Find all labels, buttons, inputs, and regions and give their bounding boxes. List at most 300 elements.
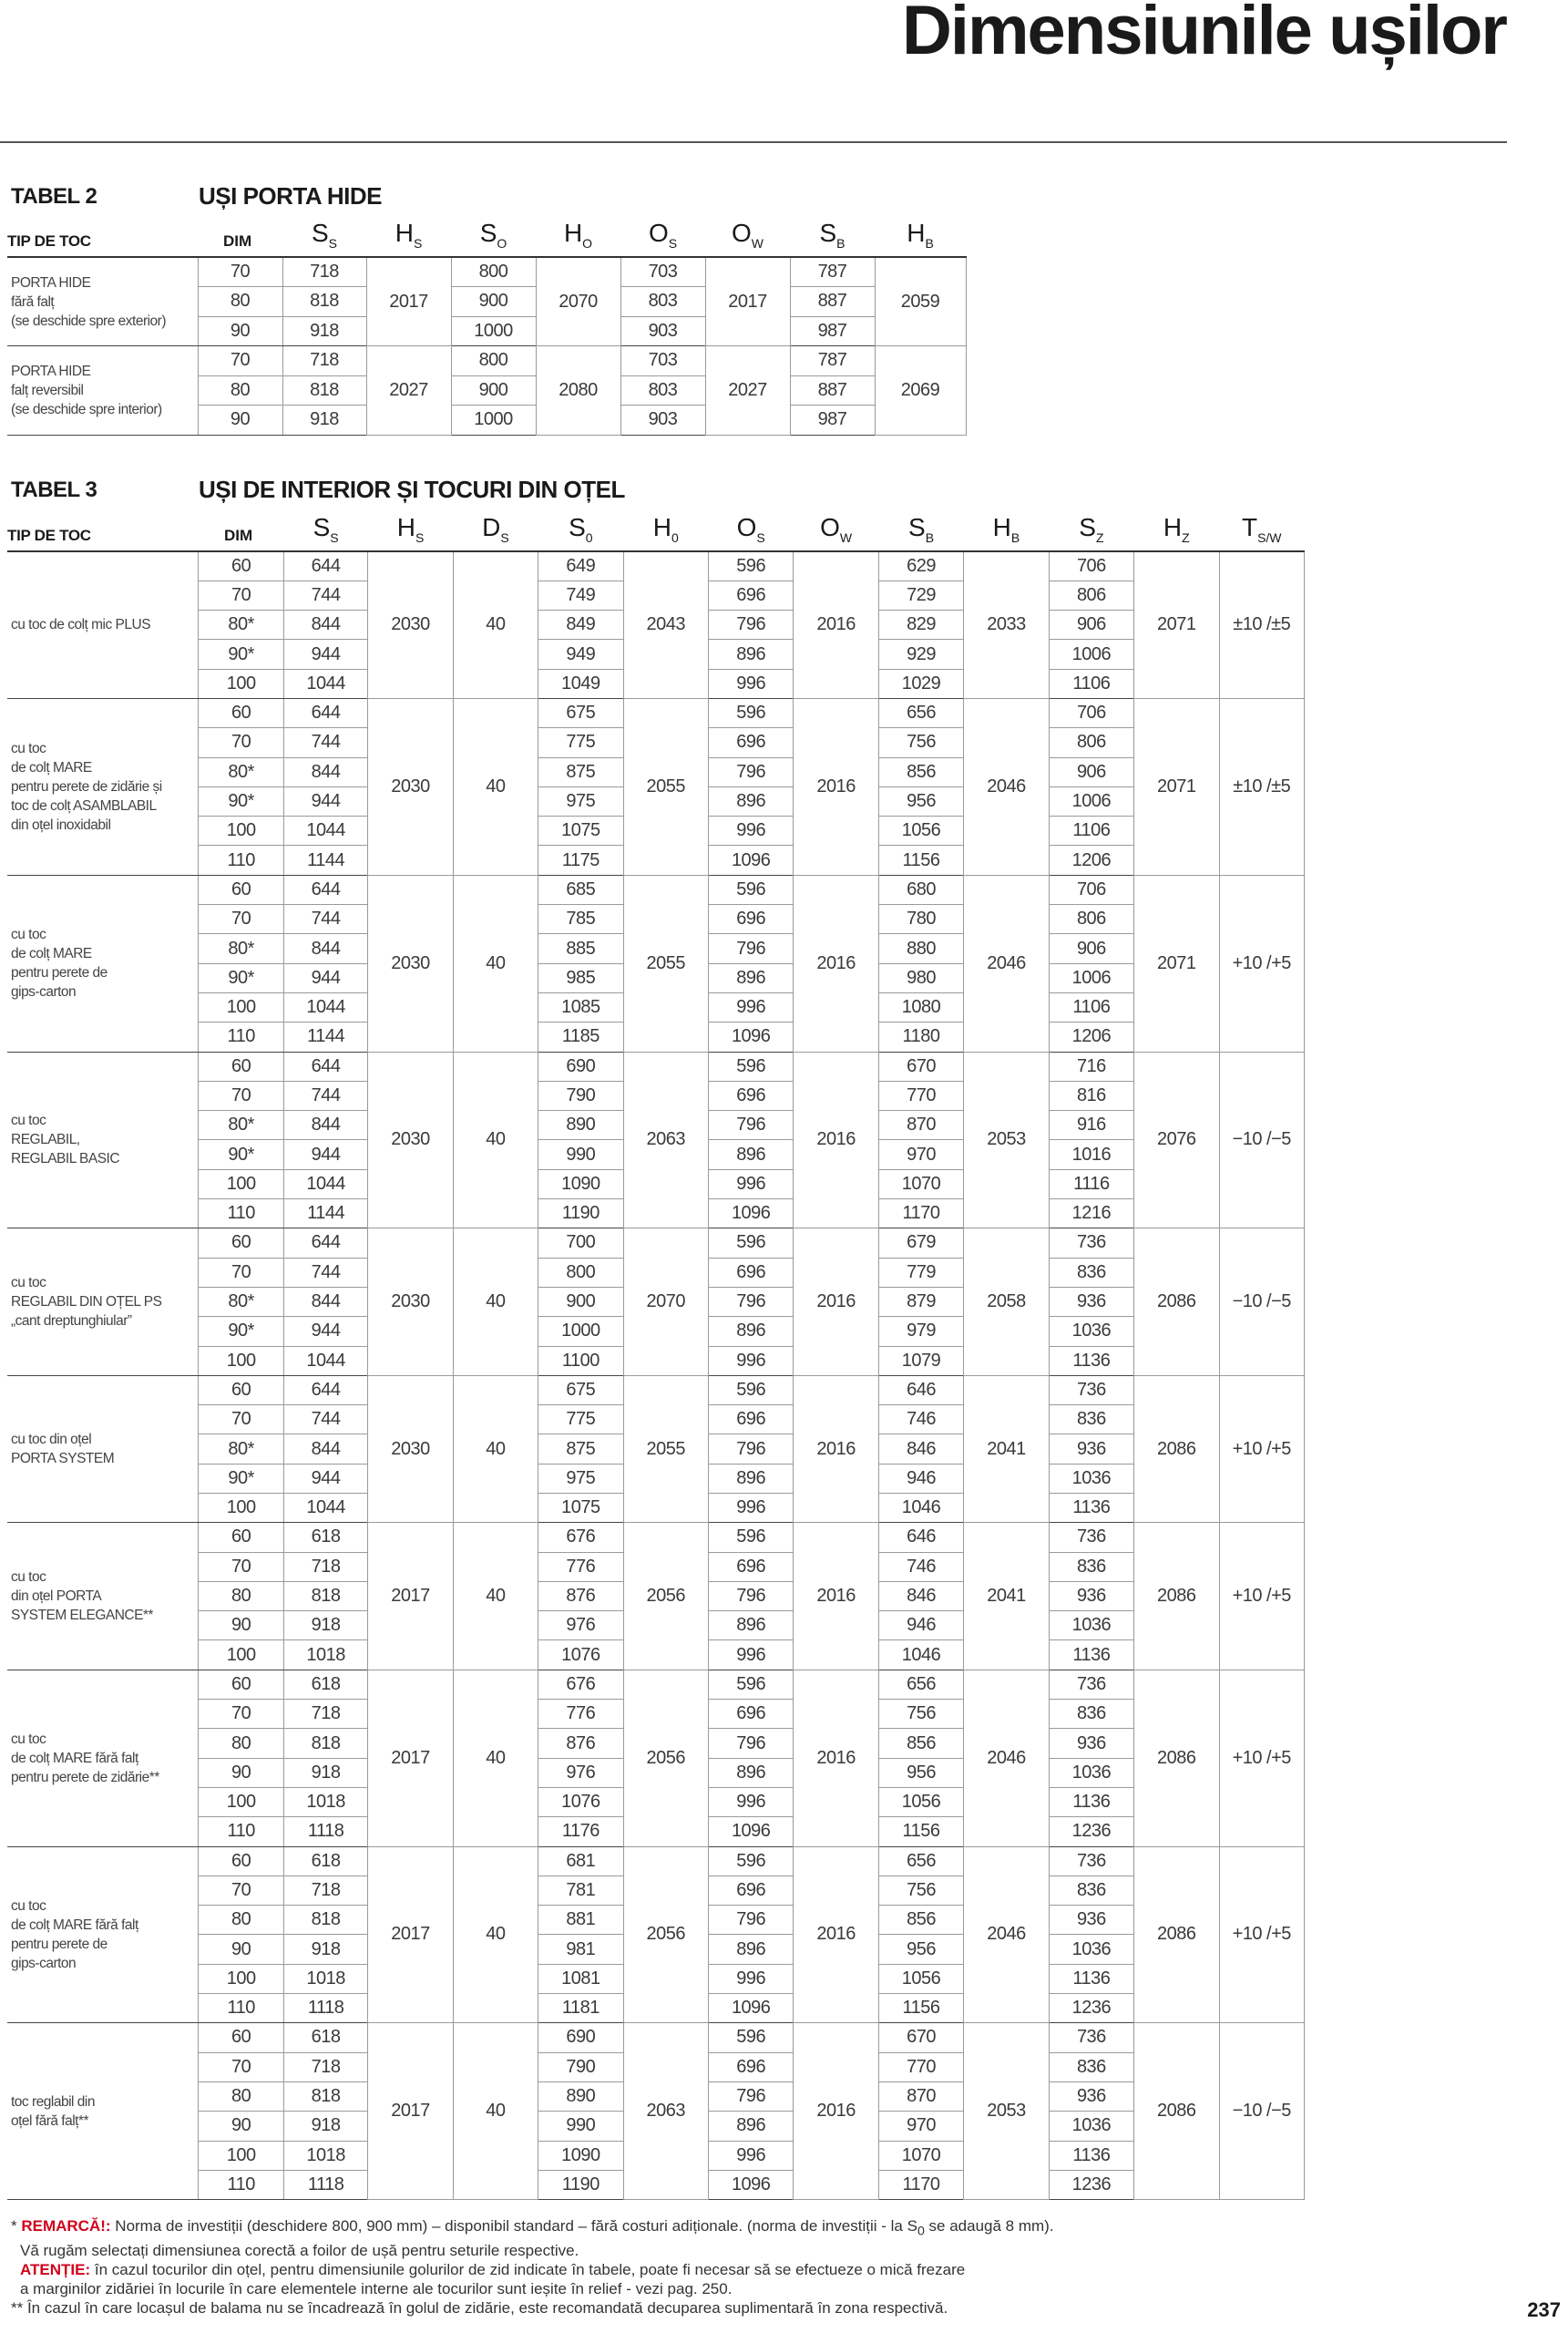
column-symbol: S — [908, 513, 926, 541]
ss-cell: 818 — [283, 2081, 367, 2111]
sz-cell: 836 — [1049, 1552, 1133, 1581]
tolerance-cell: +10 /+5 — [1219, 1846, 1304, 2023]
ow-cell: 2016 — [794, 1052, 878, 1228]
sb-cell: 780 — [878, 905, 963, 934]
os-cell: 796 — [708, 1287, 793, 1316]
sz-cell: 1136 — [1049, 1964, 1133, 1993]
ss-cell: 1118 — [283, 1817, 367, 1846]
sb-cell: 770 — [878, 1081, 963, 1110]
ds-cell: 40 — [453, 1523, 538, 1670]
sz-cell: 1236 — [1049, 1817, 1133, 1846]
sb-cell: 656 — [878, 1670, 963, 1699]
sz-cell: 1036 — [1049, 2112, 1133, 2141]
os-cell: 696 — [708, 1258, 793, 1287]
os-cell: 896 — [708, 1758, 793, 1787]
os-cell: 996 — [708, 1346, 793, 1375]
sz-cell: 736 — [1049, 1375, 1133, 1404]
h0-cell: 2043 — [623, 551, 708, 698]
ss-cell: 818 — [282, 287, 366, 317]
dim-cell: 90* — [199, 1317, 283, 1346]
os-cell: 596 — [708, 1228, 793, 1258]
column-symbol: H — [652, 513, 671, 541]
os-cell: 1096 — [708, 1817, 793, 1846]
sb-cell: 679 — [878, 1228, 963, 1258]
sb-cell: 887 — [790, 287, 875, 317]
sb-cell: 1079 — [878, 1346, 963, 1375]
sz-cell: 1106 — [1049, 669, 1133, 698]
hb-cell: 2046 — [964, 698, 1049, 875]
sz-cell: 1036 — [1049, 1935, 1133, 1964]
ss-cell: 1018 — [283, 1787, 367, 1816]
dim-cell: 90 — [199, 2112, 283, 2141]
s0-cell: 890 — [538, 2081, 623, 2111]
dim-cell: 100 — [199, 1169, 283, 1198]
so-cell: 1000 — [451, 406, 536, 436]
column-symbol: T — [1241, 513, 1258, 541]
s0-cell: 781 — [538, 1876, 623, 1905]
sb-cell: 1056 — [878, 1964, 963, 1993]
sb-cell: 670 — [878, 1052, 963, 1081]
frame-type-cell: cu toc de colț MARE pentru perete de gips-carton — [7, 875, 199, 1052]
dim-cell: 80* — [199, 1287, 283, 1316]
ds-cell: 40 — [453, 551, 538, 698]
h0-cell: 2063 — [623, 2023, 708, 2200]
ds-cell: 40 — [453, 1375, 538, 1522]
ds-cell: 40 — [453, 875, 538, 1052]
frame-type-cell: cu toc de colț mic PLUS — [7, 551, 199, 698]
os-cell: 596 — [708, 1670, 793, 1699]
hs-cell: 2017 — [368, 2023, 453, 2200]
sz-cell: 1036 — [1049, 1317, 1133, 1346]
ss-cell: 818 — [283, 1581, 367, 1610]
sz-cell: 906 — [1049, 757, 1133, 786]
ow-cell: 2027 — [705, 346, 790, 436]
sb-cell: 1070 — [878, 2141, 963, 2170]
os-cell: 696 — [708, 1405, 793, 1434]
hb-cell: 2069 — [875, 346, 966, 436]
sz-cell: 816 — [1049, 1081, 1133, 1110]
table2-title: UȘI PORTA HIDE — [199, 182, 383, 210]
dim-cell: 90 — [199, 1611, 283, 1640]
ss-cell: 844 — [283, 934, 367, 963]
hb-cell: 2053 — [964, 1052, 1049, 1228]
os-cell: 1096 — [708, 1994, 793, 2023]
ds-cell: 40 — [453, 1052, 538, 1228]
ss-cell: 1018 — [283, 1640, 367, 1670]
note-line-4: a marginilor zidăriei în locurile în care elementele interne ale tocurilor sunt ieșite în relief - vezi pag. 250. — [20, 2280, 733, 2298]
table-row — [7, 257, 966, 287]
os-cell: 896 — [708, 1611, 793, 1640]
attention-label: ATENȚIE: — [20, 2261, 91, 2279]
os-cell: 896 — [708, 1140, 793, 1169]
h0-cell: 2055 — [623, 698, 708, 875]
dim-cell: 70 — [198, 257, 282, 287]
column-header — [620, 219, 705, 257]
s0-cell: 700 — [538, 1228, 623, 1258]
s0-cell: 985 — [538, 963, 623, 992]
os-cell: 996 — [708, 1787, 793, 1816]
sb-cell: 787 — [790, 257, 875, 287]
s0-cell: 1181 — [538, 1994, 623, 2023]
s0-cell: 1175 — [538, 846, 623, 875]
dim-cell: 70 — [199, 1258, 283, 1287]
ss-cell: 818 — [283, 1729, 367, 1758]
frame-type-cell: PORTA HIDE falț reversibil (se deschide spre interior) — [7, 346, 198, 436]
dim-cell: 60 — [199, 698, 283, 727]
s0-cell: 649 — [538, 551, 623, 581]
ss-cell: 718 — [283, 1700, 367, 1729]
h0-cell: 2070 — [623, 1228, 708, 1375]
frame-type-cell: cu toc din oțel PORTA SYSTEM — [7, 1375, 199, 1522]
sz-cell: 936 — [1049, 1729, 1133, 1758]
table-row — [7, 1670, 1305, 1699]
dim-cell: 60 — [199, 1052, 283, 1081]
hz-cell: 2086 — [1134, 1228, 1219, 1375]
ow-cell: 2016 — [794, 551, 878, 698]
sz-cell: 1016 — [1049, 1140, 1133, 1169]
ss-cell: 1144 — [283, 1023, 367, 1052]
s0-cell: 776 — [538, 1552, 623, 1581]
sb-cell: 670 — [878, 2023, 963, 2052]
frame-type-cell: cu toc REGLABIL, REGLABIL BASIC — [7, 1052, 199, 1228]
frame-type-cell: cu toc de colț MARE fără falț pentru perete de zidărie** — [7, 1670, 199, 1846]
ss-cell: 1044 — [283, 1494, 367, 1523]
hz-cell: 2086 — [1134, 1670, 1219, 1846]
dim-cell: 60 — [199, 2023, 283, 2052]
ow-cell: 2017 — [705, 257, 790, 346]
tolerance-cell: +10 /+5 — [1219, 1523, 1304, 1670]
os-cell: 796 — [708, 757, 793, 786]
sb-cell: 656 — [878, 1846, 963, 1876]
os-cell: 896 — [708, 1935, 793, 1964]
os-cell: 903 — [620, 316, 705, 346]
sb-cell: 929 — [878, 640, 963, 669]
ss-cell: 1044 — [283, 1169, 367, 1198]
dim-cell: 90 — [199, 1935, 283, 1964]
column-subscript: S/W — [1257, 530, 1282, 545]
sb-cell: 870 — [878, 2081, 963, 2111]
page-title: Dimensiunile ușilor — [901, 0, 1506, 69]
dim-cell: 110 — [199, 1199, 283, 1228]
sz-cell: 1236 — [1049, 1994, 1133, 2023]
column-subscript: B — [1010, 530, 1020, 545]
dim-cell: 80* — [199, 934, 283, 963]
column-symbol: H — [395, 219, 414, 247]
ow-cell: 2016 — [794, 1670, 878, 1846]
s0-cell: 900 — [538, 1287, 623, 1316]
table-row — [7, 1375, 1305, 1404]
table-row — [7, 2023, 1305, 2052]
ss-cell: 944 — [283, 1464, 367, 1493]
table-row — [7, 1052, 1305, 1081]
s0-cell: 749 — [538, 581, 623, 610]
sz-cell: 1236 — [1049, 2170, 1133, 2199]
column-subscript: S — [500, 530, 509, 545]
ss-cell: 744 — [283, 905, 367, 934]
hs-cell: 2030 — [368, 1228, 453, 1375]
sb-cell: 729 — [878, 581, 963, 610]
sz-cell: 836 — [1049, 2052, 1133, 2081]
sb-cell: 946 — [878, 1464, 963, 1493]
sz-cell: 1006 — [1049, 640, 1133, 669]
ss-cell: 618 — [283, 2023, 367, 2052]
s0-cell: 1176 — [538, 1817, 623, 1846]
sz-cell: 916 — [1049, 1111, 1133, 1140]
os-cell: 1096 — [708, 2170, 793, 2199]
ow-cell: 2016 — [794, 1228, 878, 1375]
ss-cell: 644 — [283, 1375, 367, 1404]
dim-cell: 70 — [199, 2052, 283, 2081]
ow-cell: 2016 — [794, 1375, 878, 1522]
sz-cell: 836 — [1049, 1258, 1133, 1287]
s0-cell: 890 — [538, 1111, 623, 1140]
page-number: 237 — [1527, 2298, 1561, 2321]
ss-cell: 944 — [283, 1317, 367, 1346]
sz-cell: 1206 — [1049, 1023, 1133, 1052]
sb-cell: 1170 — [878, 1199, 963, 1228]
os-cell: 696 — [708, 905, 793, 934]
so-cell: 1000 — [451, 316, 536, 346]
so-cell: 900 — [451, 375, 536, 406]
dim-cell: 80* — [199, 1434, 283, 1464]
ss-cell: 618 — [283, 1670, 367, 1699]
os-cell: 596 — [708, 1052, 793, 1081]
hb-cell: 2046 — [964, 1670, 1049, 1846]
sz-cell: 1036 — [1049, 1611, 1133, 1640]
column-header — [538, 513, 623, 551]
sz-cell: 1106 — [1049, 992, 1133, 1022]
ss-cell: 944 — [283, 786, 367, 816]
ow-cell: 2016 — [794, 875, 878, 1052]
ss-cell: 644 — [283, 1052, 367, 1081]
sb-cell: 846 — [878, 1581, 963, 1610]
tolerance-cell: ±10 /±5 — [1219, 551, 1304, 698]
sb-cell: 856 — [878, 757, 963, 786]
sz-cell: 936 — [1049, 2081, 1133, 2111]
os-cell: 696 — [708, 1876, 793, 1905]
column-symbol: O — [732, 219, 752, 247]
ss-cell: 744 — [283, 1258, 367, 1287]
s0-cell: 790 — [538, 1081, 623, 1110]
column-symbol: H — [396, 513, 415, 541]
ss-cell: 1144 — [283, 1199, 367, 1228]
frame-type-cell: cu toc de colț MARE pentru perete de zidărie și toc de colț ASAMBLABIL din oțel inoxidabil — [7, 698, 199, 875]
dim-cell: 60 — [199, 1375, 283, 1404]
h0-cell: 2063 — [623, 1052, 708, 1228]
column-symbol: H — [907, 219, 926, 247]
os-cell: 803 — [620, 287, 705, 317]
hz-cell: 2086 — [1134, 1375, 1219, 1522]
sz-cell: 936 — [1049, 1906, 1133, 1935]
column-symbol: S — [569, 513, 586, 541]
s0-cell: 1076 — [538, 1640, 623, 1670]
sz-cell: 1106 — [1049, 817, 1133, 846]
dim-cell: 70 — [199, 1700, 283, 1729]
s0-cell: 881 — [538, 1906, 623, 1935]
sb-cell: 756 — [878, 728, 963, 757]
os-cell: 796 — [708, 611, 793, 640]
s0-cell: 981 — [538, 1935, 623, 1964]
s0-cell: 990 — [538, 1140, 623, 1169]
sb-cell: 1156 — [878, 846, 963, 875]
os-cell: 896 — [708, 1464, 793, 1493]
column-subscript: S — [330, 530, 339, 545]
os-cell: 596 — [708, 698, 793, 727]
s0-cell: 1075 — [538, 1494, 623, 1523]
dim-cell: 60 — [199, 875, 283, 904]
sb-cell: 1029 — [878, 669, 963, 698]
sz-cell: 716 — [1049, 1052, 1133, 1081]
attention-note — [11, 2260, 1104, 2279]
column-subscript: S — [668, 236, 678, 251]
os-cell: 796 — [708, 1111, 793, 1140]
column-symbol: O — [820, 513, 840, 541]
remark-text-b: se adaugă 8 mm). — [924, 2217, 1054, 2235]
column-symbol: H — [992, 513, 1011, 541]
hs-cell: 2030 — [368, 551, 453, 698]
s0-cell: 790 — [538, 2052, 623, 2081]
s0-cell: 800 — [538, 1258, 623, 1287]
column-symbol: S — [819, 219, 837, 247]
os-cell: 896 — [708, 1317, 793, 1346]
ss-cell: 918 — [283, 1611, 367, 1640]
os-cell: 596 — [708, 2023, 793, 2052]
dim-cell: 90 — [198, 406, 282, 436]
os-cell: 1096 — [708, 1199, 793, 1228]
remark-note — [11, 2216, 1104, 2241]
dim-cell: 100 — [199, 1787, 283, 1816]
s0-cell: 1100 — [538, 1346, 623, 1375]
s0-cell: 1190 — [538, 1199, 623, 1228]
sb-cell: 956 — [878, 786, 963, 816]
hs-cell: 2030 — [368, 698, 453, 875]
s0-cell: 1049 — [538, 669, 623, 698]
os-cell: 903 — [620, 406, 705, 436]
tip-de-toc-header: TIP DE TOC — [7, 513, 199, 551]
sb-cell: 1056 — [878, 1787, 963, 1816]
dim-cell: 80 — [198, 287, 282, 317]
column-header — [878, 513, 963, 551]
dim-cell: 70 — [198, 346, 282, 376]
sb-cell: 1156 — [878, 1994, 963, 2023]
sb-cell: 870 — [878, 1111, 963, 1140]
column-symbol: S — [313, 513, 331, 541]
table-row — [7, 1523, 1305, 1552]
dim-cell: 100 — [199, 1640, 283, 1670]
sb-cell: 629 — [878, 551, 963, 581]
sb-cell: 1170 — [878, 2170, 963, 2199]
sz-cell: 1036 — [1049, 1464, 1133, 1493]
h0-cell: 2056 — [623, 1670, 708, 1846]
s0-cell: 690 — [538, 2023, 623, 2052]
dim-header: DIM — [199, 513, 283, 551]
dim-cell: 90* — [199, 1464, 283, 1493]
sb-cell: 1180 — [878, 1023, 963, 1052]
dim-cell: 60 — [199, 1523, 283, 1552]
ds-cell: 40 — [453, 1846, 538, 2023]
note-line-2: Vă rugăm selectați dimensiunea corectă a foilor de ușă pentru seturile respective. — [20, 2242, 579, 2260]
dim-cell: 70 — [199, 581, 283, 610]
dim-cell: 80 — [198, 375, 282, 406]
h0-cell: 2056 — [623, 1523, 708, 1670]
hb-cell: 2046 — [964, 875, 1049, 1052]
sb-cell: 779 — [878, 1258, 963, 1287]
footnotes — [11, 2216, 1104, 2318]
os-cell: 703 — [620, 257, 705, 287]
dim-cell: 70 — [199, 1552, 283, 1581]
os-cell: 596 — [708, 1846, 793, 1876]
os-cell: 796 — [708, 2081, 793, 2111]
so-cell: 800 — [451, 346, 536, 376]
ss-cell: 918 — [283, 1935, 367, 1964]
column-symbol: S — [311, 219, 329, 247]
hz-cell: 2086 — [1134, 1846, 1219, 2023]
dim-cell: 70 — [199, 1081, 283, 1110]
s0-cell: 690 — [538, 1052, 623, 1081]
column-header — [705, 219, 790, 257]
column-symbol: D — [482, 513, 501, 541]
remark-prefix: * — [11, 2217, 22, 2235]
ss-cell: 1118 — [283, 2170, 367, 2199]
hz-cell: 2086 — [1134, 1523, 1219, 1670]
column-subscript: S — [328, 236, 338, 251]
ss-cell: 744 — [283, 581, 367, 610]
ss-cell: 1144 — [283, 846, 367, 875]
sz-cell: 836 — [1049, 1700, 1133, 1729]
sb-cell: 880 — [878, 934, 963, 963]
dim-cell: 100 — [199, 1964, 283, 1993]
sb-cell: 1156 — [878, 1817, 963, 1846]
title-divider — [0, 141, 1507, 143]
dim-cell: 80* — [199, 1111, 283, 1140]
column-header — [875, 219, 966, 257]
sz-cell: 736 — [1049, 1228, 1133, 1258]
os-cell: 596 — [708, 1375, 793, 1404]
hz-cell: 2086 — [1134, 2023, 1219, 2200]
sz-cell: 706 — [1049, 875, 1133, 904]
dim-cell: 60 — [199, 1670, 283, 1699]
sb-cell: 646 — [878, 1523, 963, 1552]
sb-cell: 829 — [878, 611, 963, 640]
os-cell: 896 — [708, 640, 793, 669]
column-header — [366, 219, 451, 257]
ss-cell: 818 — [283, 1906, 367, 1935]
os-cell: 996 — [708, 1169, 793, 1198]
sb-cell: 746 — [878, 1405, 963, 1434]
sz-cell: 1136 — [1049, 1346, 1133, 1375]
os-cell: 696 — [708, 1081, 793, 1110]
s0-cell: 775 — [538, 1405, 623, 1434]
s0-cell: 1075 — [538, 817, 623, 846]
dim-cell: 90 — [198, 316, 282, 346]
dim-cell: 110 — [199, 846, 283, 875]
ss-cell: 1044 — [283, 1346, 367, 1375]
tolerance-cell: +10 /+5 — [1219, 1670, 1304, 1846]
sz-cell: 736 — [1049, 1670, 1133, 1699]
dim-cell: 70 — [199, 728, 283, 757]
ss-cell: 644 — [283, 698, 367, 727]
hs-cell: 2017 — [368, 1670, 453, 1846]
os-cell: 1096 — [708, 1023, 793, 1052]
ds-cell: 40 — [453, 2023, 538, 2200]
sz-cell: 936 — [1049, 1434, 1133, 1464]
sb-cell: 979 — [878, 1317, 963, 1346]
ss-cell: 944 — [283, 1140, 367, 1169]
column-subscript: B — [836, 236, 845, 251]
s0-cell: 775 — [538, 728, 623, 757]
os-cell: 996 — [708, 817, 793, 846]
sb-cell: 970 — [878, 1140, 963, 1169]
